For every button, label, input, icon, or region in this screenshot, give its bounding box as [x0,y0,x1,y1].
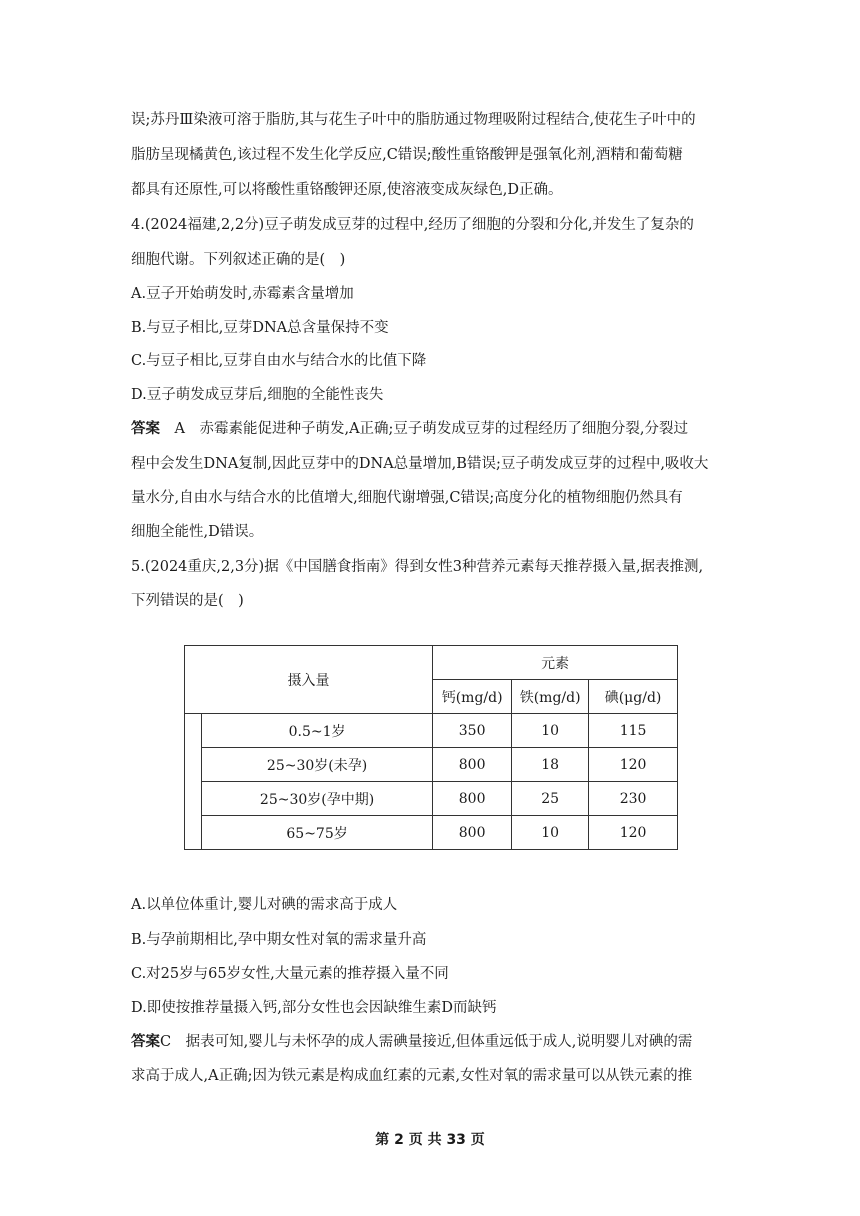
column-header: 钙(mg/d) [433,680,512,714]
question-4-stem: 4.(2024福建,2,2分)豆子萌发成豆芽的过程中,经历了细胞的分裂和分化,并发生了复杂的 [131,217,694,233]
table-row [185,714,678,748]
table-group-header: 元素 [433,646,678,680]
table-corner-header: 摄入量 [185,646,433,714]
option-b: B.与孕前期相比,孕中期女性对氧的需求量升高 [131,932,427,948]
table-cell: 120 [589,748,678,782]
table-row [185,782,678,816]
table-row [185,816,678,850]
table-cell: 18 [512,748,589,782]
text-line: 误;苏丹Ⅲ染液可溶于脂肪,其与花生子叶中的脂肪通过物理吸附过程结合,使花生子叶中的 [131,112,696,128]
option-d: D.豆子萌发成豆芽后,细胞的全能性丧失 [131,387,384,403]
row-label: 65~75岁 [202,816,433,850]
table-cell: 800 [433,782,512,816]
option-b: B.与豆子相比,豆芽DNA总含量保持不变 [131,320,389,336]
table-cell: 25 [512,782,589,816]
answer-text: A 赤霉素能促进种子萌发,A正确;豆子萌发成豆芽的过程经历了细胞分裂,分裂过 [160,421,689,437]
table-cell: 800 [433,748,512,782]
option-c: C.对25岁与65岁女性,大量元素的推荐摄入量不同 [131,966,449,982]
answer-5-line [131,1032,731,1052]
option-a: A.以单位体重计,婴儿对碘的需求高于成人 [131,897,398,913]
text-line: 都具有还原性,可以将酸性重铬酸钾还原,使溶液变成灰绿色,D正确。 [131,182,563,198]
answer-4-line [131,419,731,439]
table-cell: 10 [512,714,589,748]
row-label: 25~30岁(孕中期) [202,782,433,816]
answer-4-line: 程中会发生DNA复制,因此豆芽中的DNA总量增加,B错误;豆子萌发成豆芽的过程中,吸收大 [131,456,709,472]
table-header-row [185,646,678,680]
question-5-stem: 下列错误的是( ) [131,593,244,609]
table-cell: 230 [589,782,678,816]
question-5-stem: 5.(2024重庆,2,3分)据《中国膳食指南》得到女性3种营养元素每天推荐摄入量,据表推测, [131,559,704,575]
row-label: 0.5~1岁 [202,714,433,748]
answer-text: C 据表可知,婴儿与未怀孕的成人需碘量接近,但体重远低于成人,说明婴儿对碘的需 [160,1034,693,1050]
page-footer: 第 2 页 共 33 页 [375,1132,485,1148]
table-cell: 800 [433,816,512,850]
answer-label: 答案 [131,1033,160,1050]
row-label: 25~30岁(未孕) [202,748,433,782]
table-row [185,748,678,782]
table-cell: 115 [589,714,678,748]
table-cell: 350 [433,714,512,748]
table-blank-cell [185,714,202,850]
option-a: A.豆子开始萌发时,赤霉素含量增加 [131,286,354,302]
column-header: 碘(μg/d) [589,680,678,714]
table-cell: 10 [512,816,589,850]
nutrient-table [184,645,678,850]
answer-5-line: 求高于成人,A正确;因为铁元素是构成血红素的元素,女性对氧的需求量可以从铁元素的推 [131,1068,693,1084]
option-d: D.即使按推荐量摄入钙,部分女性也会因缺维生素D而缺钙 [131,1000,497,1016]
table-cell: 120 [589,816,678,850]
answer-label: 答案 [131,420,160,437]
column-header: 铁(mg/d) [512,680,589,714]
answer-4-line: 量水分,自由水与结合水的比值增大,细胞代谢增强,C错误;高度分化的植物细胞仍然具有 [131,490,683,506]
question-4-stem: 细胞代谢。下列叙述正确的是( ) [131,252,346,268]
option-c: C.与豆子相比,豆芽自由水与结合水的比值下降 [131,353,427,369]
answer-4-line: 细胞全能性,D错误。 [131,524,264,540]
text-line: 脂肪呈现橘黄色,该过程不发生化学反应,C错误;酸性重铬酸钾是强氧化剂,酒精和葡萄糖 [131,147,683,163]
